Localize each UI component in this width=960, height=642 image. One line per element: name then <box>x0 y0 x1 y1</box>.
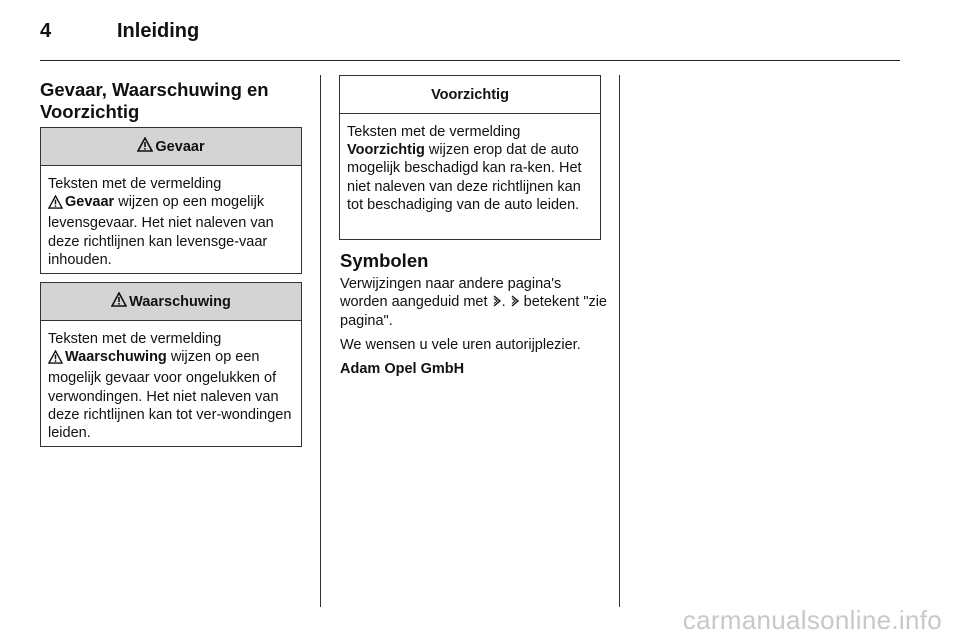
warning-box-title: Waarschuwing <box>129 293 231 310</box>
danger-intro: Teksten met de vermelding <box>48 176 222 192</box>
warning-keyword: Waarschuwing <box>65 349 167 366</box>
warning-intro: Teksten met de vermelding <box>48 331 222 347</box>
warning-triangle-icon <box>48 195 63 214</box>
warning-box <box>40 282 302 447</box>
signature: Adam Opel GmbH <box>340 361 465 377</box>
caution-box-header <box>340 76 600 114</box>
watermark: carmanualsonline.info <box>682 605 942 635</box>
danger-box-title: Gevaar <box>155 138 205 155</box>
warning-text: wijzen op een mogelijk gevaar voor ongelukken of verwondingen. Het niet naleven van deze richtlijnen kan tot ver-wondingen leiden. <box>48 349 292 442</box>
warning-triangle-icon <box>48 350 63 369</box>
ref-text-1: Verwijzingen naar andere pagina's worden aangeduid met <box>340 276 562 311</box>
wish-paragraph: We wensen u vele uren autorijplezier. <box>340 337 581 353</box>
symbols-title: Symbolen <box>340 250 429 271</box>
caution-intro: Teksten met de vermelding <box>347 124 521 140</box>
column-divider-2 <box>619 75 620 607</box>
warning-box-header <box>41 283 301 321</box>
caution-box-body <box>340 114 600 222</box>
page-reference-arrow-icon <box>492 294 502 312</box>
caution-box <box>339 75 601 240</box>
page-number: 4 <box>40 20 52 42</box>
warning-triangle-icon <box>137 137 153 156</box>
danger-box-body <box>41 166 301 277</box>
header-rule <box>40 60 900 61</box>
warning-box-body <box>41 321 301 450</box>
danger-box <box>40 127 302 274</box>
danger-keyword: Gevaar <box>65 194 115 211</box>
section-title: Gevaar, Waarschuwing en Voorzichtig <box>40 79 269 122</box>
caution-box-title: Voorzichtig <box>431 86 509 103</box>
danger-text: wijzen op een mogelijk levensgevaar. Het niet naleven van deze richtlijnen kan levensge-vaar inhouden. <box>48 194 274 268</box>
page-reference-arrow-icon <box>510 294 520 312</box>
caution-keyword: Voorzichtig <box>347 142 425 159</box>
ref-text-2: . <box>501 294 506 311</box>
page-header-title: Inleiding <box>117 20 200 42</box>
warning-triangle-icon <box>111 292 127 311</box>
symbols-reference-paragraph <box>340 275 610 331</box>
ref-text-3: betekent "zie pagina". <box>340 294 607 330</box>
danger-box-header <box>41 128 301 166</box>
caution-text: wijzen erop dat de auto mogelijk beschadigd kan ra-ken. Het niet naleven van deze richtlijnen kan tot beschadiging van de auto leiden. <box>347 142 582 213</box>
column-divider-1 <box>320 75 321 607</box>
